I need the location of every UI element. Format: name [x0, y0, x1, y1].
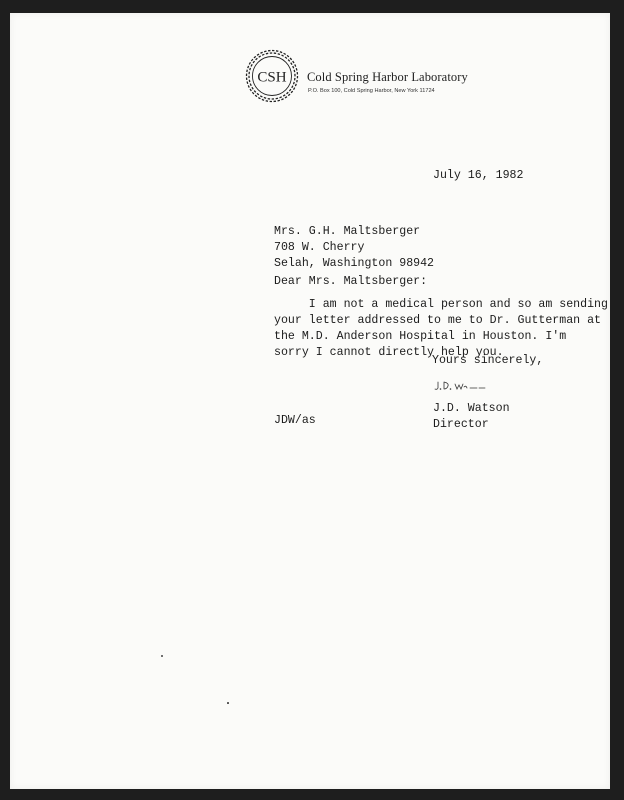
closing: Yours sincerely, — [432, 354, 544, 367]
recipient-line: 708 W. Cherry — [274, 241, 365, 254]
logo-text: CSH — [257, 69, 287, 86]
laboratory-address: P.O. Box 100, Cold Spring Harbor, New York 11724 — [308, 88, 435, 94]
csh-logo — [244, 48, 300, 104]
reference-initials: JDW/as — [274, 414, 316, 427]
recipient-line: Mrs. G.H. Maltsberger — [274, 225, 421, 238]
body-line: the M.D. Anderson Hospital in Houston. I'm — [274, 330, 567, 343]
laboratory-name: Cold Spring Harbor Laboratory — [307, 70, 468, 84]
letter-date: July 16, 1982 — [433, 169, 524, 182]
body-line: I am not a medical person and so am sending — [274, 298, 608, 311]
letter-body — [274, 297, 608, 361]
recipient-line: Selah, Washington 98942 — [274, 257, 435, 270]
signer-block — [433, 401, 510, 433]
handwritten-signature — [433, 378, 513, 394]
recipient-address — [274, 224, 434, 272]
paper-speck — [227, 702, 229, 704]
signer-title: Director — [433, 418, 489, 431]
letter-page — [10, 13, 610, 789]
signer-name: J.D. Watson — [433, 402, 510, 415]
paper-speck — [161, 655, 163, 657]
body-line: sorry I cannot directly help you. — [274, 346, 504, 359]
body-line: your letter addressed to me to Dr. Gutterman at — [274, 314, 601, 327]
salutation: Dear Mrs. Maltsberger: — [274, 275, 428, 288]
